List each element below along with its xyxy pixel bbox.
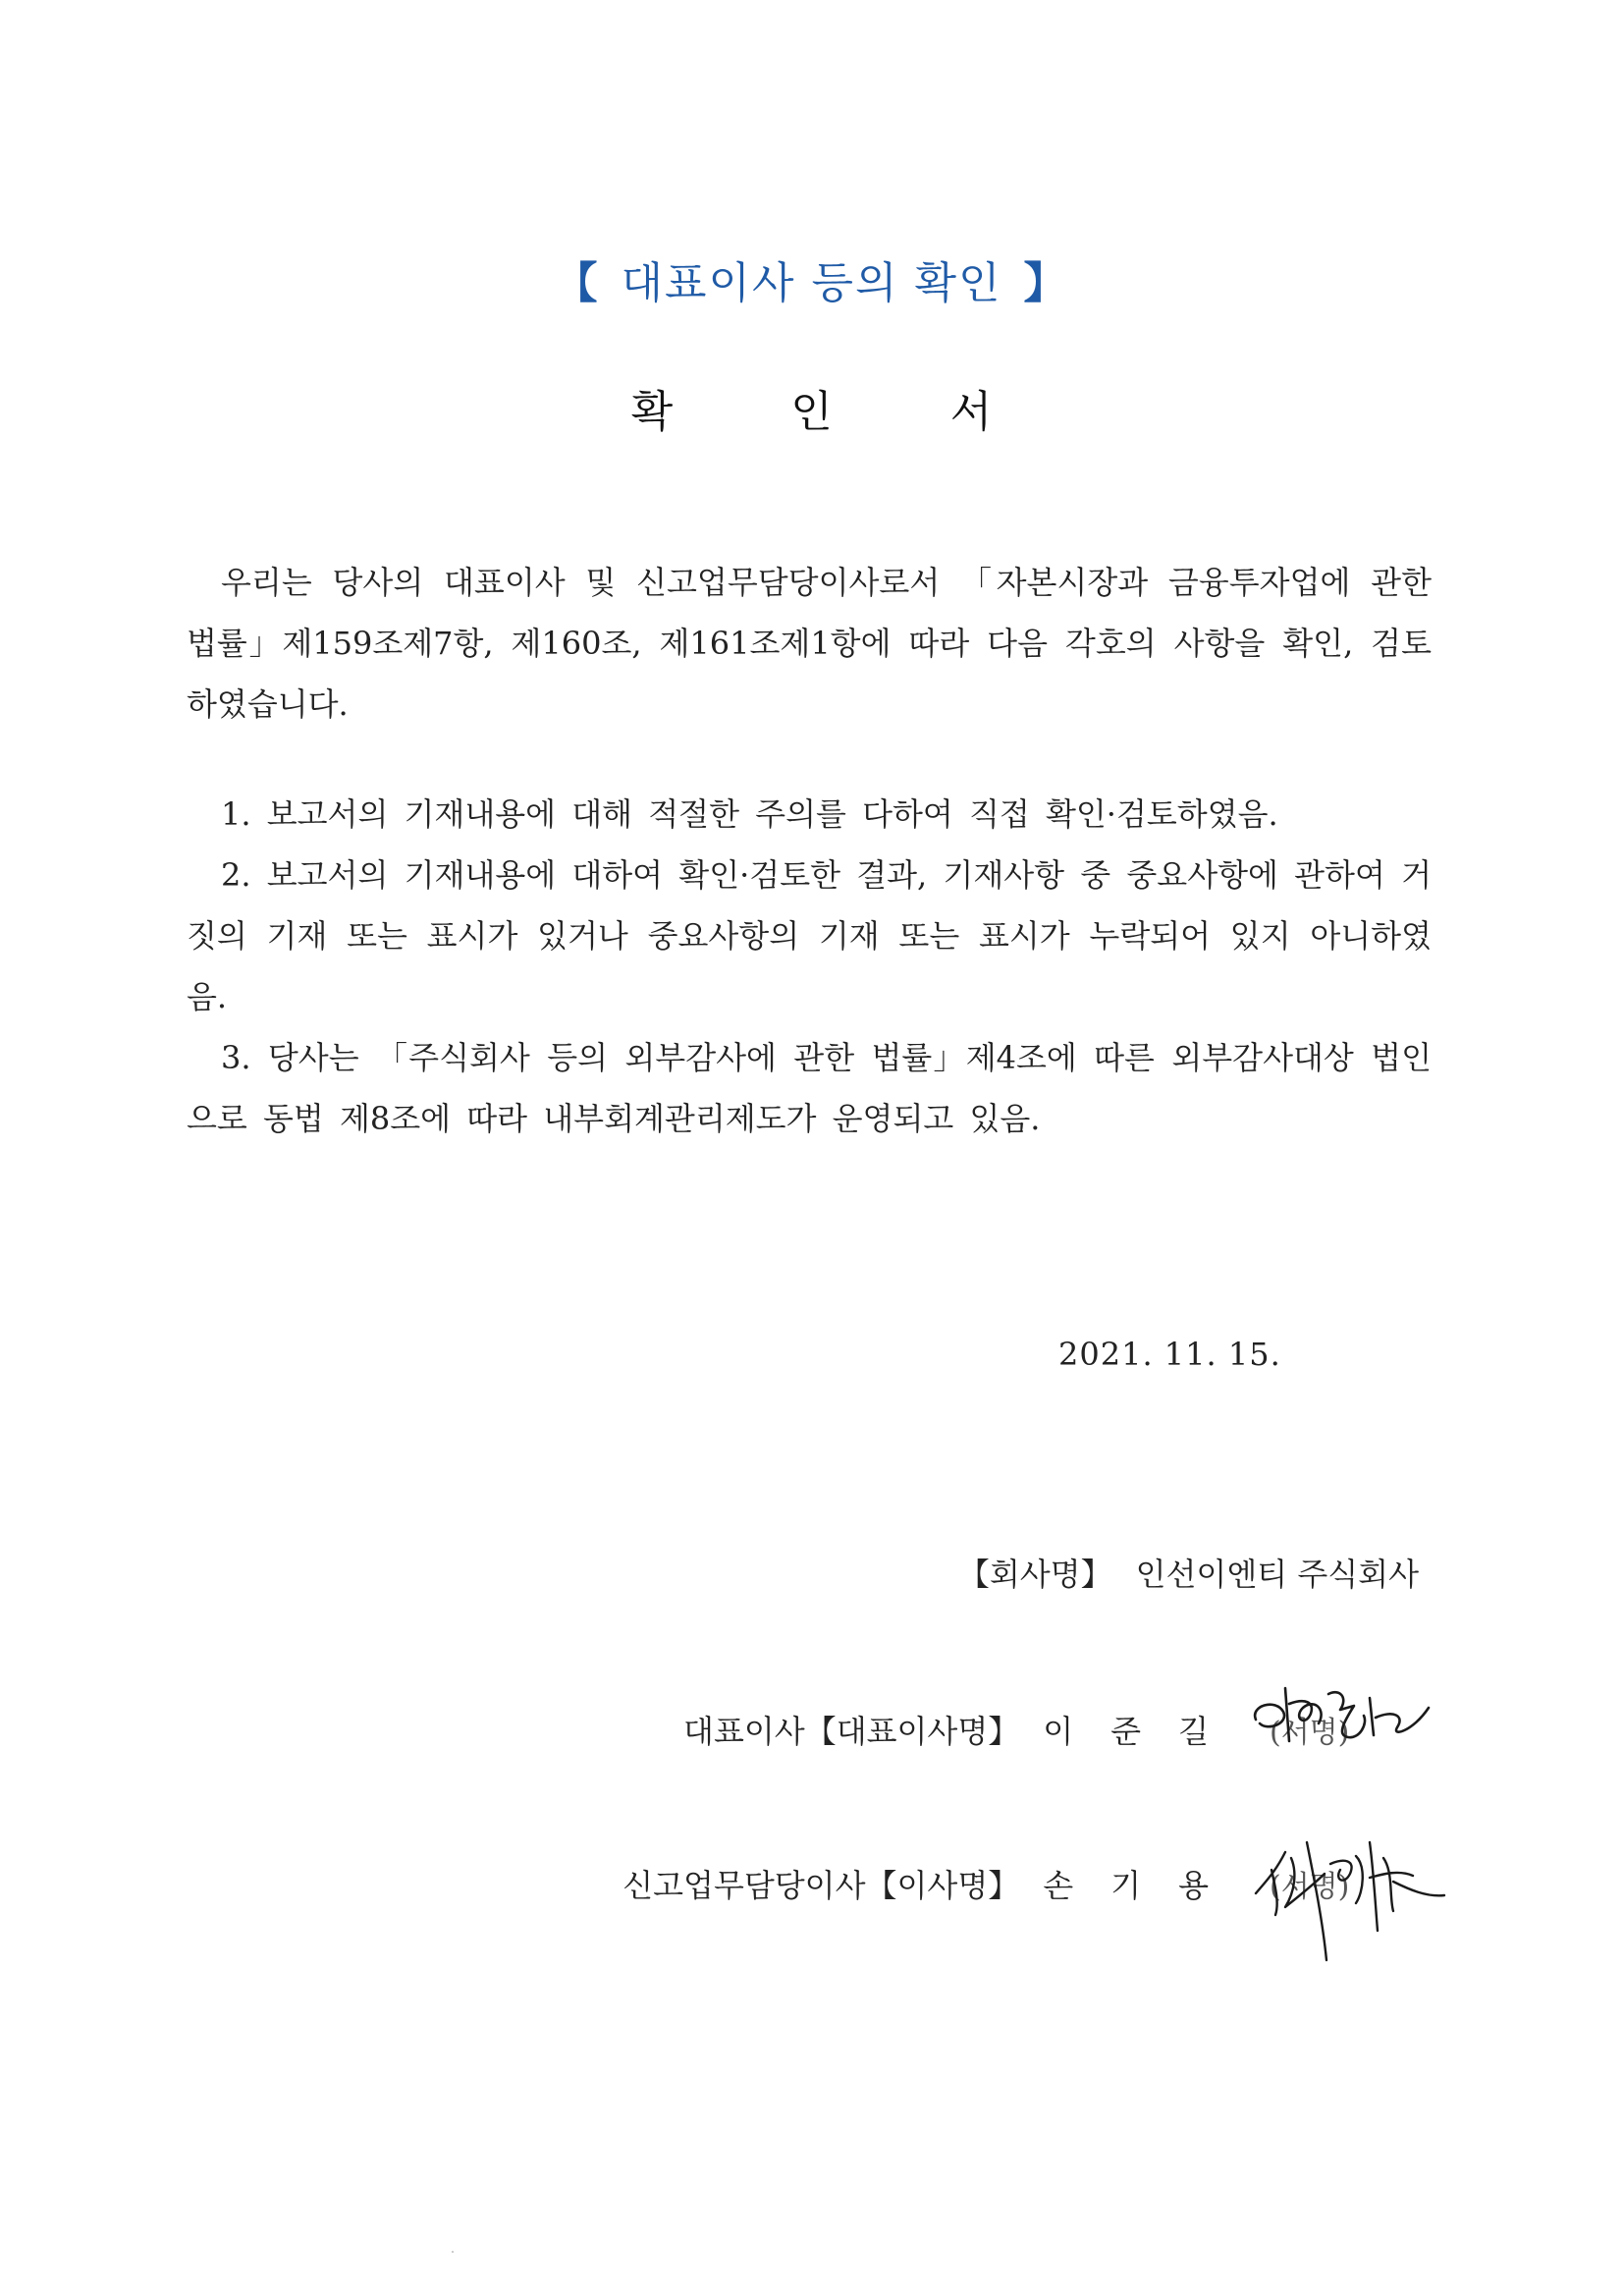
- cfo-name: 손기용: [1043, 1867, 1246, 1904]
- cfo-signature-line: [622, 1861, 1466, 1906]
- ceo-seal-text: (서명): [1270, 1716, 1350, 1750]
- cfo-seal: [1246, 1862, 1466, 1905]
- confirmation-item-2: 2. 보고서의 기재내용에 대하여 확인·검토한 결과, 기재사항 중 중요사항에 관하여 거짓의 기재 또는 표시가 있거나 중요사항의 기재 또는 표시가 누락되어 있지 아니하였음.: [187, 856, 1432, 1015]
- document-date: 2021. 11. 15.: [1058, 1336, 1281, 1373]
- confirmation-items: [187, 784, 1432, 1149]
- confirmation-item-1: 1. 보고서의 기재내용에 대해 적절한 주의를 다하여 직접 확인·검토하였음.: [221, 795, 1278, 833]
- heading-open-bracket: 【: [554, 258, 600, 308]
- heading-text: 대표이사 등의 확인: [621, 258, 1002, 308]
- title-char: 인: [790, 387, 833, 437]
- confirmation-item-3: 3. 당사는 「주식회사 등의 외부감사에 관한 법률」제4조에 따른 외부감사대상 법인으로 동법 제8조에 따라 내부회계관리제도가 운영되고 있음.: [187, 1039, 1432, 1137]
- document-title: [0, 376, 1623, 439]
- heading-close-bracket: 】: [1023, 258, 1069, 308]
- cfo-label: 【이사명】: [865, 1867, 1020, 1904]
- cfo-seal-text: (서명): [1270, 1870, 1350, 1904]
- company-label: 【회사명】: [957, 1556, 1112, 1593]
- intro-paragraph: 우리는 당사의 대표이사 및 신고업무담당이사로서 「자본시장과 금융투자업에 관한 법률」제159조제7항, 제160조, 제161조제1항에 따라 다음 각호의 사항을 확인, 검토하였습니다.: [187, 564, 1432, 723]
- company-name: 인선이엔티 주식회사: [1135, 1556, 1419, 1593]
- title-char: 확: [630, 387, 674, 437]
- ceo-signature-line: [683, 1707, 1466, 1752]
- page-speck: [452, 2251, 454, 2253]
- ceo-role: 대표이사: [683, 1713, 805, 1750]
- document-heading: [0, 247, 1623, 310]
- company-line: [958, 1550, 1419, 1595]
- ceo-name: 이준길: [1043, 1713, 1246, 1750]
- cfo-role: 신고업무담당이사: [622, 1867, 866, 1904]
- ceo-label: 【대표이사명】: [804, 1713, 1020, 1750]
- ceo-seal: [1246, 1708, 1466, 1751]
- title-char: 서: [949, 387, 993, 437]
